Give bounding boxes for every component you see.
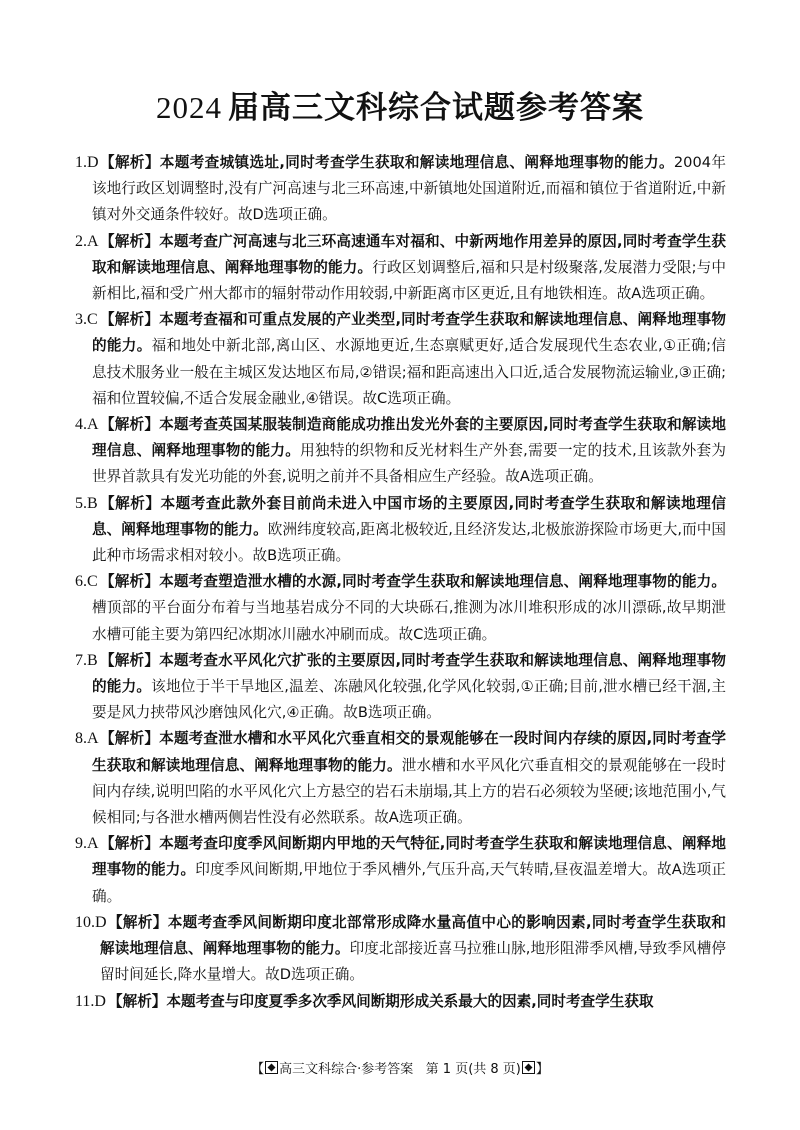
analysis-tag: 【解析】 <box>108 992 167 1010</box>
answer-body: 用独特的织物和反光材料生产外套,需要一定的技术,且该款外套为世界首款具有发光功能的外套,说明之前并不具备相应生产经验。故A选项正确。 <box>92 442 726 486</box>
answer-lead: 本题考查城镇选址,同时考查学生获取和解读地理信息、阐释地理事物的能力。 <box>159 154 674 171</box>
analysis-tag: 【解析】 <box>100 154 160 171</box>
diamond-icon <box>265 1061 278 1074</box>
answer-number: 1.D <box>75 154 99 171</box>
analysis-tag: 【解析】 <box>100 416 160 434</box>
answer-lead: 本题考查福和可重点发展的产业类型,同时考查学生获取和解读地理信息、阐释地理事物的能力。 <box>92 311 726 355</box>
analysis-tag: 【解析】 <box>100 651 160 669</box>
answer-body: 该地位于半干旱地区,温差、冻融风化较强,化学风化较弱,①正确;目前,泄水槽已经干涸,主要是风力挟带风沙磨蚀风化穴,④正确。故B选项正确。 <box>92 678 726 722</box>
answer-item-7 <box>0 648 800 727</box>
answer-body: 印度北部接近喜马拉雅山脉,地形阻滞季风槽,导致季风槽停留时间延长,降水量增大。故D选项正确。 <box>100 940 726 984</box>
answer-item-2 <box>0 229 800 308</box>
answer-item-4 <box>0 412 800 491</box>
answer-lead: 本题考查塑造泄水槽的水源,同时考查学生获取和解读地理信息、阐释地理事物的能力。 <box>159 573 726 591</box>
answer-number: 9.A <box>75 835 99 853</box>
answer-list <box>0 150 800 1015</box>
diamond-icon <box>522 1061 535 1074</box>
answer-lead: 本题考查印度季风间断期内甲地的天气特征,同时考查学生获取和解读地理信息、阐释地理事物的能力。 <box>92 835 726 879</box>
answer-body: 欧洲纬度较高,距离北极较近,且经济发达,北极旅游探险市场更大,而中国此种市场需求相对较小。故B选项正确。 <box>92 520 726 565</box>
analysis-tag: 【解析】 <box>100 730 160 748</box>
page-title <box>0 82 800 127</box>
answer-number: 5.B <box>75 494 98 512</box>
answer-number: 4.A <box>75 416 99 434</box>
answer-number: 2.A <box>75 232 99 250</box>
analysis-tag: 【解析】 <box>108 913 168 931</box>
answer-lead: 本题考查英国某服装制造商能成功推出发光外套的主要原因,同时考查学生获取和解读地理信息、阐释地理事物的能力。 <box>92 416 726 460</box>
answer-lead: 本题考查水平风化穴扩张的主要原因,同时考查学生获取和解读地理信息、阐释地理事物的能力。 <box>92 651 726 696</box>
answer-number: 8.A <box>75 730 99 748</box>
footer-subject: 高三文科综合·参考答案 <box>279 1062 414 1077</box>
answer-number: 6.C <box>75 573 98 591</box>
footer-page-number: 第 1 页(共 8 页) <box>425 1062 521 1077</box>
analysis-tag: 【解析】 <box>100 311 160 329</box>
answer-body: 行政区划调整后,福和只是村级聚落,发展潜力受限;与中新相比,福和受广州大都市的辐射带动作用较弱,中新距离市区更近,且有地铁相连。故A选项正确。 <box>92 258 726 303</box>
footer-open-bracket: 【 <box>251 1062 265 1077</box>
answer-lead: 本题考查泄水槽和水平风化穴垂直相交的景观能够在一段时间内存续的原因,同时考查学生获取和解读地理信息、阐释地理事物的能力。 <box>92 730 726 774</box>
page-footer <box>0 1058 800 1077</box>
analysis-tag: 【解析】 <box>100 232 160 250</box>
analysis-tag: 【解析】 <box>100 835 160 853</box>
answer-number: 11.D <box>75 992 106 1010</box>
title-text: 届高三文科综合试题参考答案 <box>228 90 644 126</box>
answer-lead: 本题考查此款外套目前尚未进入中国市场的主要原因,同时考查学生获取和解读地理信息、阐释地理事物的能力。 <box>92 494 726 538</box>
answer-body: 泄水槽和水平风化穴垂直相交的景观能够在一段时间内存续,说明凹陷的水平风化穴上方悬空的岩石未崩塌,其上方的岩石必须较为坚硬;该地范围小,气候相同;与各泄水槽两侧岩性没有必然联系。故A选项正确。 <box>92 756 726 827</box>
answer-item-10 <box>0 910 800 989</box>
answer-item-8 <box>0 726 800 831</box>
answer-item-6 <box>0 569 800 648</box>
answer-number: 3.C <box>75 311 98 329</box>
answer-lead: 本题考查与印度夏季多次季风间断期形成关系最大的因素,同时考查学生获取 <box>166 992 654 1010</box>
answer-item-11 <box>0 989 800 1015</box>
answer-body: 槽顶部的平台面分布着与当地基岩成分不同的大块砾石,推测为冰川堆积形成的冰川漂砾,故早期泄水槽可能主要为第四纪冰期冰川融水冲刷而成。故C选项正确。 <box>92 599 726 643</box>
answer-number: 7.B <box>75 651 98 669</box>
answer-item-5 <box>0 491 800 570</box>
analysis-tag: 【解析】 <box>100 573 160 591</box>
footer-close-bracket: 】 <box>535 1062 549 1077</box>
analysis-tag: 【解析】 <box>100 494 161 512</box>
answer-item-3 <box>0 307 800 412</box>
title-year: 2024 <box>156 90 222 125</box>
answer-body: 印度季风间断期,甲地位于季风槽外,气压升高,天气转晴,昼夜温差增大。故A选项正确。 <box>92 861 726 905</box>
answer-body: 2004年该地行政区划调整时,没有广河高速与北三环高速,中新镇地处国道附近,而福和镇位于省道附近,中新镇对外交通条件较好。故D选项正确。 <box>92 154 726 224</box>
answer-item-1 <box>0 150 800 229</box>
answer-body: 福和地处中新北部,离山区、水源地更近,生态禀赋更好,适合发展现代生态农业,①正确;信息技术服务业一般在主城区发达地区布局,②错误;福和距高速出入口近,适合发展物流运输业,③正确;福和位置较偏,不适合发展金融业,④错误。故C选项正确。 <box>92 337 726 407</box>
answer-number: 10.D <box>75 913 107 931</box>
answer-lead: 本题考查广河高速与北三环高速通车对福和、中新两地作用差异的原因,同时考查学生获取和解读地理信息、阐释地理事物的能力。 <box>92 232 726 276</box>
answer-item-9 <box>0 831 800 910</box>
answer-lead: 本题考查季风间断期印度北部常形成降水量高值中心的影响因素,同时考查学生获取和解读地理信息、阐释地理事物的能力。 <box>100 913 726 958</box>
